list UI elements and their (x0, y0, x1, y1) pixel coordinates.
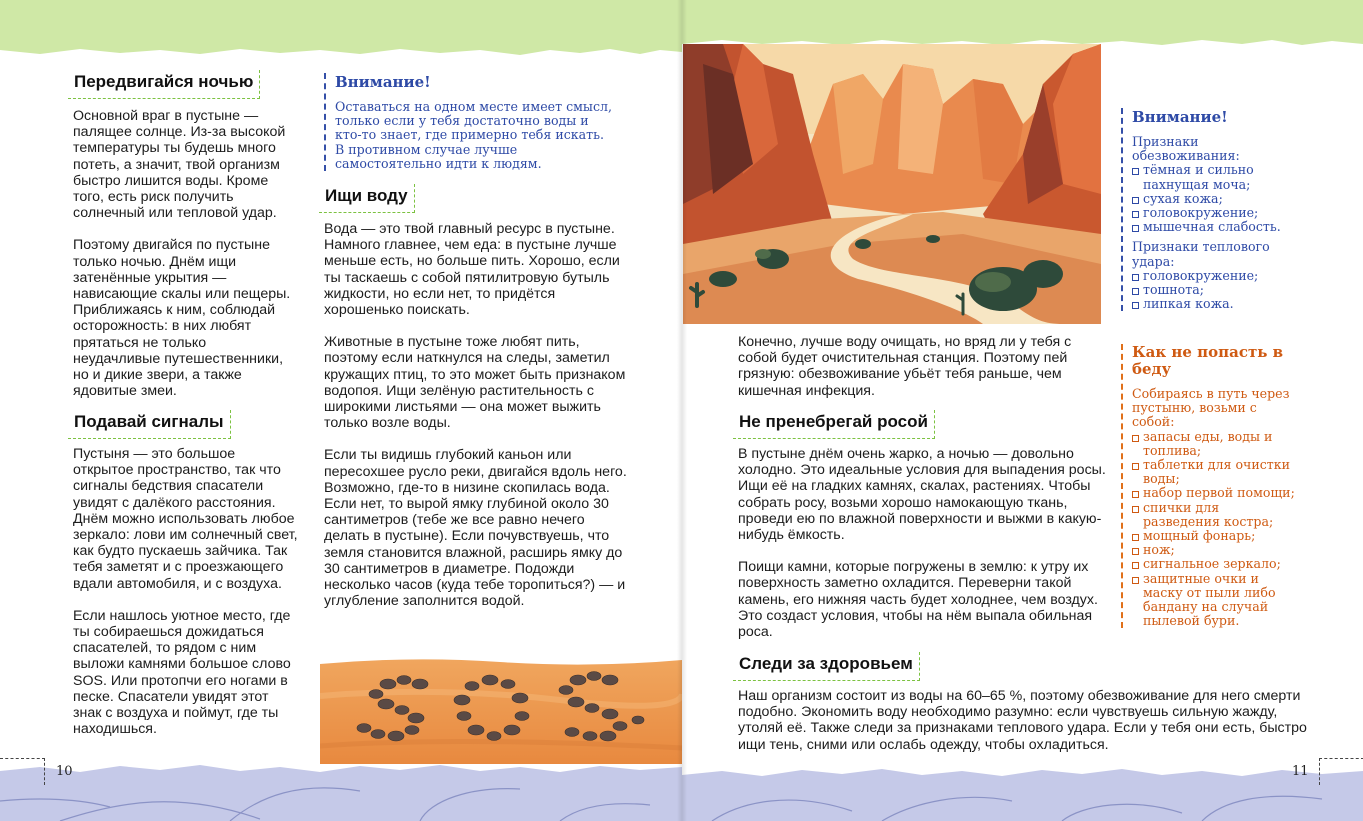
list-item: тёмная и сильно пахнущая моча; (1132, 163, 1300, 191)
list-item: липкая кожа. (1132, 297, 1300, 311)
list-item: тошнота; (1132, 283, 1300, 297)
list-item: мышечная слабость. (1132, 220, 1300, 234)
page-number-frame (0, 758, 45, 785)
heading-find-water: Ищи воду (319, 184, 415, 213)
paragraph: Основной враг в пустыне — палящее солнце. Из-за высокой температуры ты будешь много потеть, а значит, твой организм быстро лишится воды. Кроме того, есть риск получить солнечный или тепловой удар. (73, 108, 286, 222)
list-item: головокружение; (1132, 269, 1300, 283)
canyon-image (683, 44, 1101, 324)
page-number: 10 (56, 764, 73, 779)
trouble-box-list (1132, 430, 1300, 629)
heatstroke-title: Признаки теплового удара: (1132, 239, 1270, 269)
paragraph: Наш организм состоит из воды на 60–65 %, поэтому обезвоживание для него смерти подобно. Экономить воду необходимо разумно: если чувствуешь сильную жажду, утоляй её. Также следи за признаками теплового удара. Если у тебя они есть, быстро ищи тень, сними или ослабь одежду, чтобы охладиться. (738, 688, 1307, 753)
list-item: запасы еды, воды и топлива; (1132, 430, 1300, 458)
paragraph: Конечно, лучше воду очищать, но вряд ли у тебя с собой будет очистительная станция. Поэтому пей грязную: обезвоживание убьёт тебя раньше, чем кишечная инфекция. (738, 334, 1072, 399)
section-find-water-body (324, 221, 630, 625)
sos-stones-image (320, 656, 682, 764)
top-green-band (0, 0, 682, 60)
list-item: мощный фонарь; (1132, 529, 1300, 543)
list-item: сигнальное зеркало; (1132, 557, 1300, 571)
paragraph: Если ты видишь глубокий каньон или пересохшее русло реки, двигайся вдоль него. Возможно, где-то в низине скопилась вода. Если нет, то вырой ямку глубиной около 30 сантиметров (тебе же все равно нечего делать в пустыне). Если почувствуешь, что земля становится влажной, расширь ямку до 30 сантиметров в диаметре. Подожди несколько часов (куда тебе торопиться?) — и углубление заполнится водой. (324, 447, 627, 610)
page-number: 11 (1292, 764, 1309, 779)
paragraph: В пустыне днём очень жарко, а ночью — довольно холодно. Это идеальные условия для выпадения росы. Ищи её на гладких камнях, скалах, растениях. Чтобы собрать росу, возьми хорошо намокающую ткань, проведи ею по влажной поверхности и выжми в какую-нибудь ёмкость. (738, 446, 1106, 544)
dehydration-list (1132, 163, 1300, 234)
list-item: набор первой помощи; (1132, 486, 1300, 500)
section-move-at-night-body (73, 108, 295, 415)
bottom-blue-band (682, 761, 1363, 821)
heading-give-signals: Подавай сигналы (68, 410, 231, 439)
heatstroke-list (1132, 269, 1300, 312)
paragraph: Поэтому двигайся по пустыне только ночью. Днём ищи затенённые укрытия — нависающие скалы или пещеры. Приближаясь к ним, соблюдай осторожность: в них любят прятаться не только неудачливые путешественники, но и дикие звери, а также ядовитые змеи. (73, 237, 291, 400)
dehydration-signs (1132, 135, 1300, 311)
attention-text: Оставаться на одном месте имеет смысл, только если у тебя достаточно воды и кто-то знает, где примерно тебя искать. В противном случае лучше самостоятельно идти к людям. (335, 99, 613, 171)
heading-dew: Не пренебрегай росой (733, 410, 935, 439)
list-item: сухая кожа; (1132, 192, 1300, 206)
trouble-box-content (1132, 387, 1300, 628)
paragraph: Пустыня — это большое открытое пространство, так что сигналы бедствия спасатели увидят с далёкого расстояния. Днём можно использовать любое зеркало: лови им солнечный свет, как будто пускаешь зайчика. Так тебя заметят и с проезжающего вдали автомобиля, и с воздуха. (73, 446, 298, 592)
trouble-box-title: Как не попасть в беду (1132, 343, 1284, 378)
bottom-blue-band (0, 761, 682, 821)
list-item: спички для разведения костра; (1132, 501, 1300, 529)
paragraph: Вода — это твой главный ресурс в пустыне. Намного главнее, чем еда: в пустыне лучше меньше есть, но больше пить. Хорошо, если ты таскаешь с собой пятилитровую бутыль жидкости, но если нет, то придётся хорошенько поискать. (324, 221, 620, 319)
paragraph: Если нашлось уютное место, где ты собираешься дожидаться спасателей, то рядом с ним выложи камнями большое слово SOS. Или протопчи его ногами в песке. Спасатели увидят этот знак с воздуха и поймут, где ты находишься. (73, 607, 291, 738)
list-item: головокружение; (1132, 206, 1300, 220)
heading-health: Следи за здоровьем (733, 652, 920, 681)
intro-paragraph (738, 334, 1110, 415)
book-gutter (677, 0, 687, 821)
heading-move-at-night: Передвигайся ночью (68, 70, 260, 99)
paragraph: Животные в пустыне тоже любят пить, поэтому если наткнулся на следы, заметил кружащих птиц, то это может быть признаком водопоя. Ищи зелёную растительность с широкими листьями — она может выжить только возле воды. (324, 334, 626, 432)
attention-box-stay (324, 73, 615, 171)
list-item: нож; (1132, 543, 1300, 557)
right-page (682, 0, 1363, 821)
paragraph: Поищи камни, которые погружены в землю: к утру их поверхность заметно охладится. Переверни такой камень, его нижняя часть будет холоднее, чем воздух. Это создаст условия, чтобы на нём выпала обильная роса. (738, 559, 1098, 641)
page-number-frame (1319, 758, 1363, 785)
trouble-box (1121, 344, 1300, 628)
list-item: защитные очки и маску от пыли либо бандану на случай пылевой бури. (1132, 572, 1300, 629)
section-dew-body (738, 446, 1108, 656)
trouble-box-intro: Собираясь в путь через пустыню, возьми с собой: (1132, 386, 1290, 430)
attention-title: Внимание! (335, 73, 431, 91)
list-item: таблетки для очистки воды; (1132, 458, 1300, 486)
attention-title: Внимание! (1132, 108, 1228, 126)
section-health-body (738, 688, 1308, 769)
attention-box-symptoms (1121, 108, 1300, 311)
section-give-signals-body (73, 446, 299, 753)
dehydration-title: Признаки обезвоживания: (1132, 134, 1240, 164)
